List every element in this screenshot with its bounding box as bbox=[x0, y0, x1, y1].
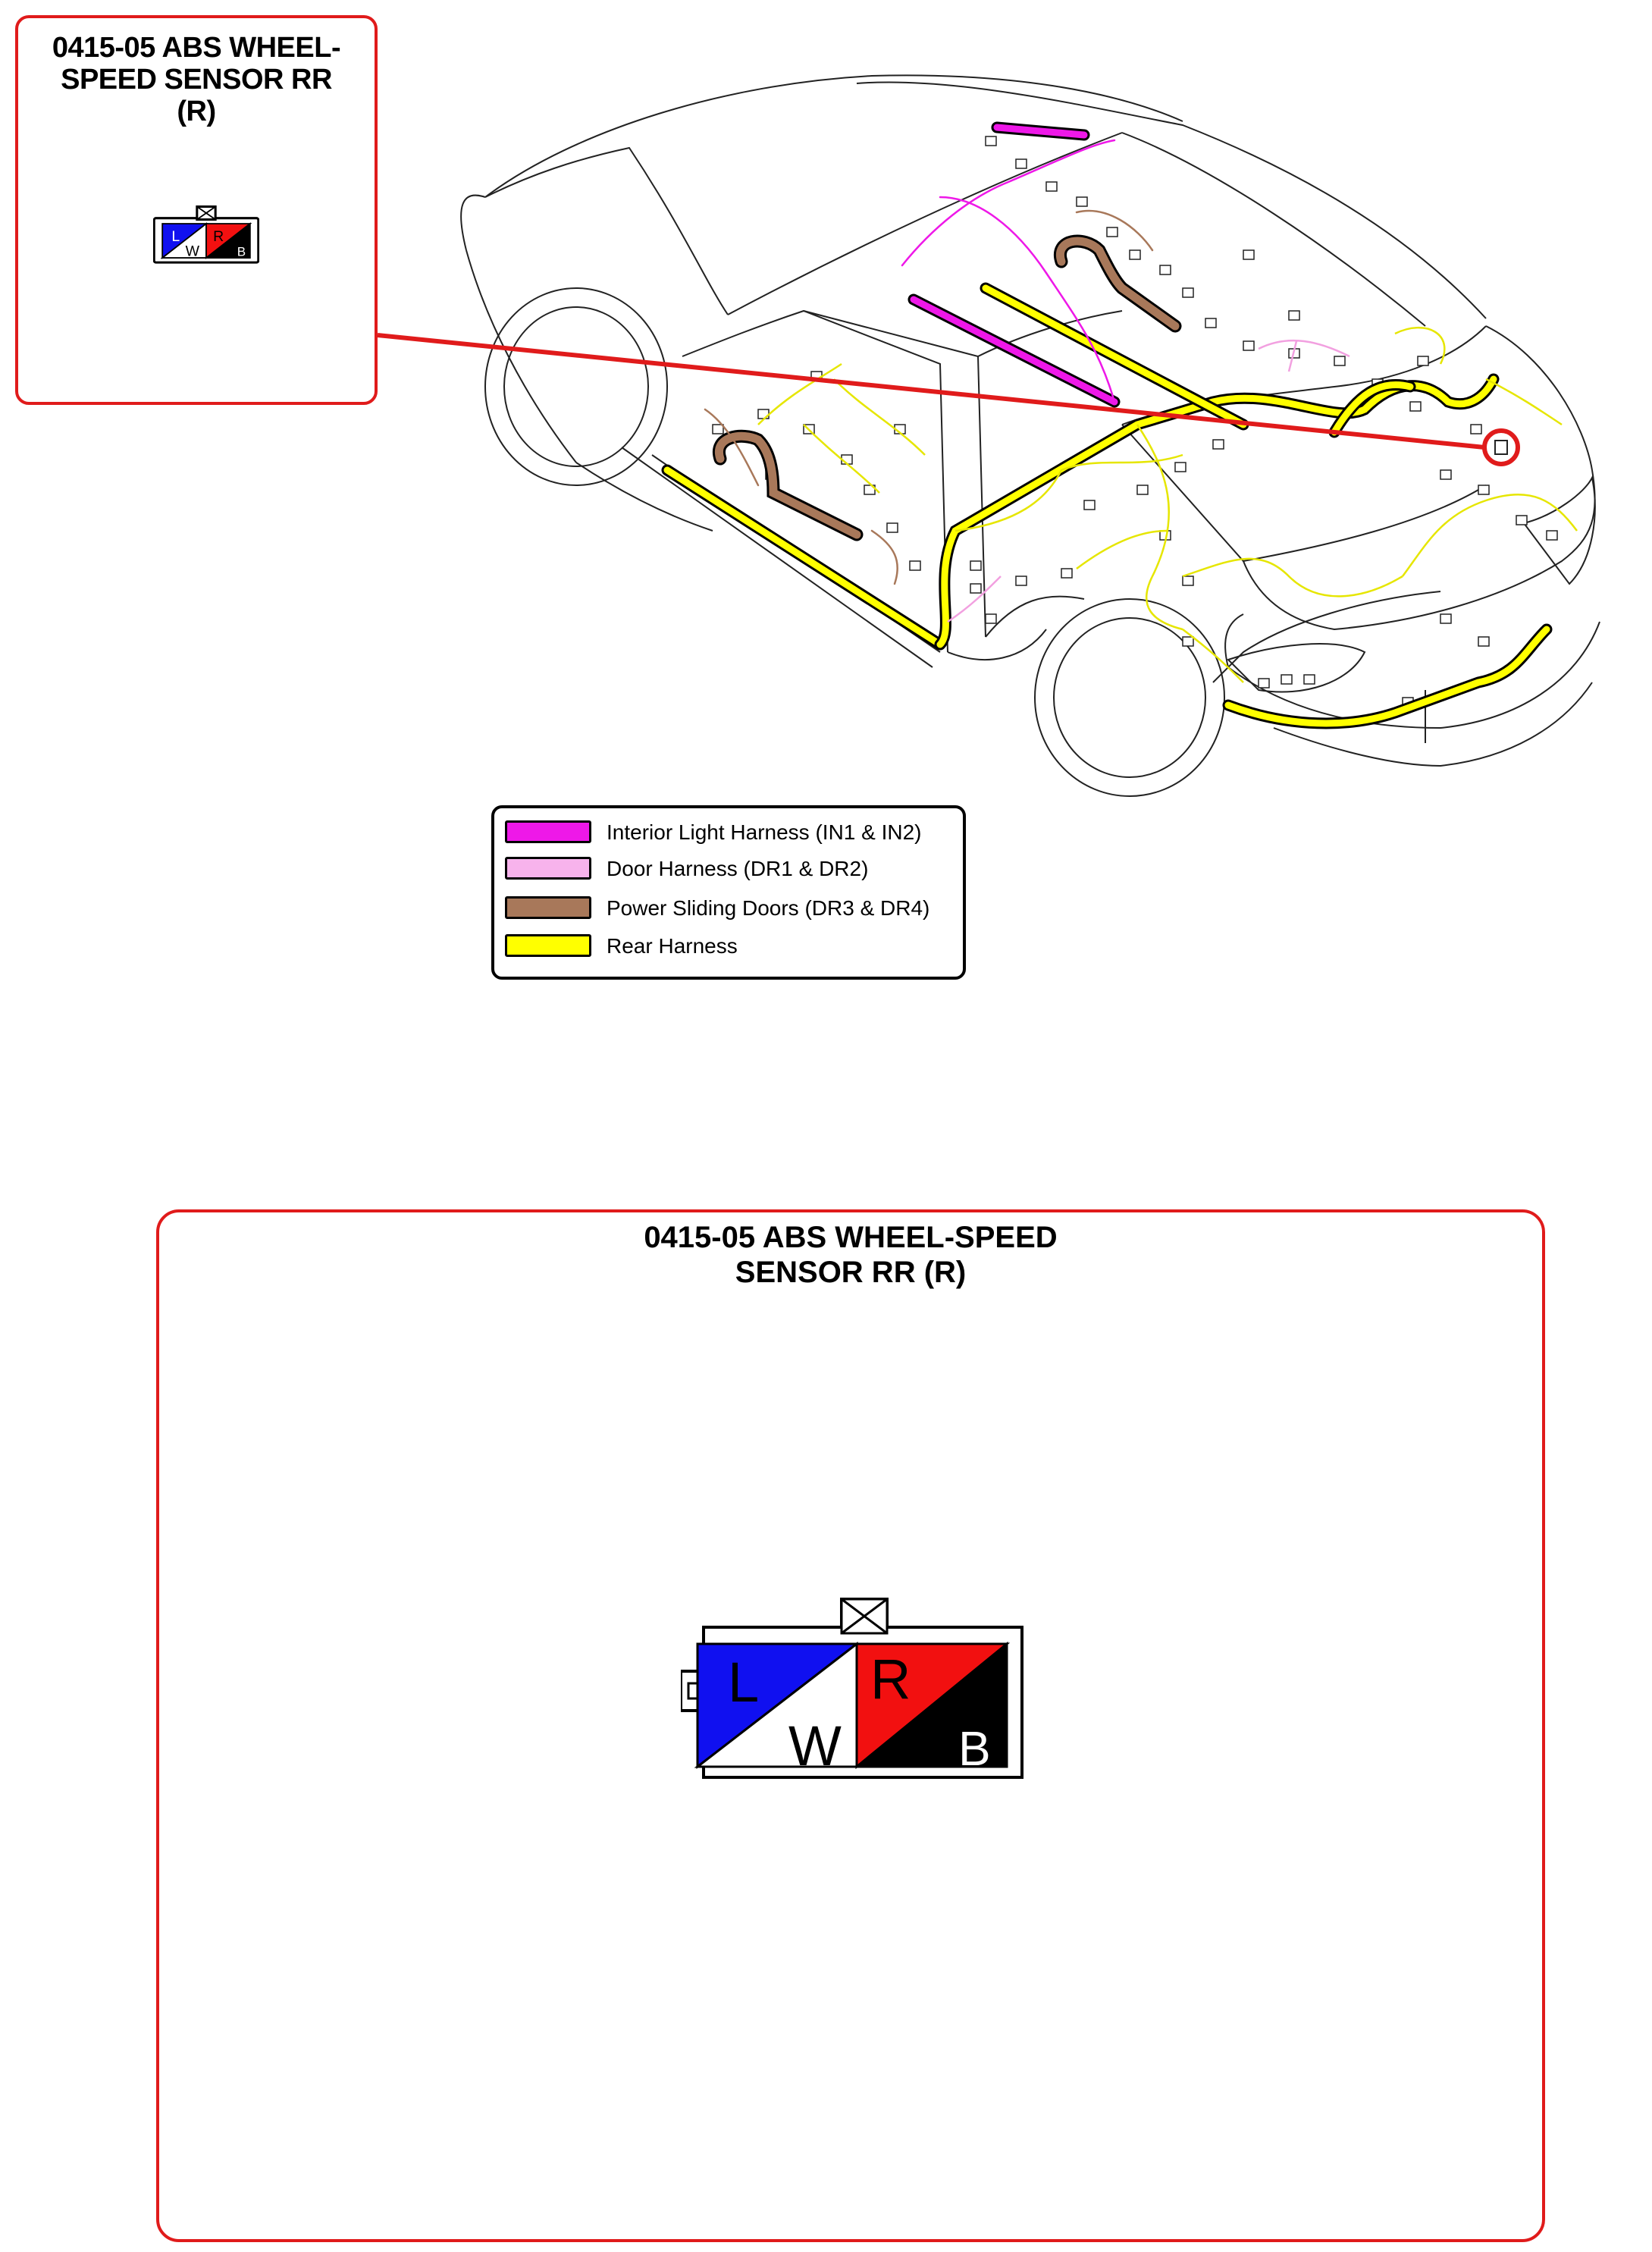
thumb-pin-L: L bbox=[171, 228, 180, 246]
legend-swatch-door bbox=[505, 857, 591, 880]
thumb-pin-W: W bbox=[185, 243, 199, 260]
detail-title bbox=[159, 1220, 1542, 1290]
callout-title-line-2: SPEED SENSOR RR bbox=[61, 64, 332, 96]
legend-label: Rear Harness bbox=[607, 934, 738, 958]
legend-swatch-power-sliding-doors bbox=[505, 896, 591, 919]
connector-detail-box bbox=[156, 1209, 1545, 2242]
connector-thumbnail bbox=[153, 200, 259, 268]
legend-label: Interior Light Harness (IN1 & IN2) bbox=[607, 820, 922, 844]
callout-title-line-3: (R) bbox=[177, 96, 216, 127]
legend-label: Door Harness (DR1 & DR2) bbox=[607, 857, 869, 880]
legend-swatch-interior-light bbox=[505, 820, 591, 843]
connector-callout-box bbox=[15, 15, 378, 405]
detail-title-line-2: SENSOR RR (R) bbox=[735, 1256, 967, 1289]
pin-label-L: L bbox=[728, 1651, 760, 1714]
connector-face-diagram bbox=[681, 1588, 1030, 1785]
interior-light-harness bbox=[902, 127, 1114, 402]
harness-legend bbox=[491, 805, 966, 980]
detail-title-line-1: 0415-05 ABS WHEEL-SPEED bbox=[644, 1221, 1058, 1254]
door-harness bbox=[948, 340, 1349, 622]
callout-title-line-1: 0415-05 ABS WHEEL- bbox=[52, 32, 341, 64]
legend-label: Power Sliding Doors (DR3 & DR4) bbox=[607, 896, 930, 920]
thumb-pin-B: B bbox=[237, 244, 246, 259]
sensor-connector-marker bbox=[1495, 441, 1507, 454]
thumb-pin-R: R bbox=[213, 228, 224, 246]
pin-label-W: W bbox=[788, 1714, 842, 1777]
pin-label-B: B bbox=[958, 1721, 991, 1776]
pin-label-R: R bbox=[870, 1648, 911, 1711]
callout-title bbox=[18, 32, 375, 127]
legend-swatch-rear bbox=[505, 934, 591, 957]
car-body-outline bbox=[461, 75, 1600, 796]
